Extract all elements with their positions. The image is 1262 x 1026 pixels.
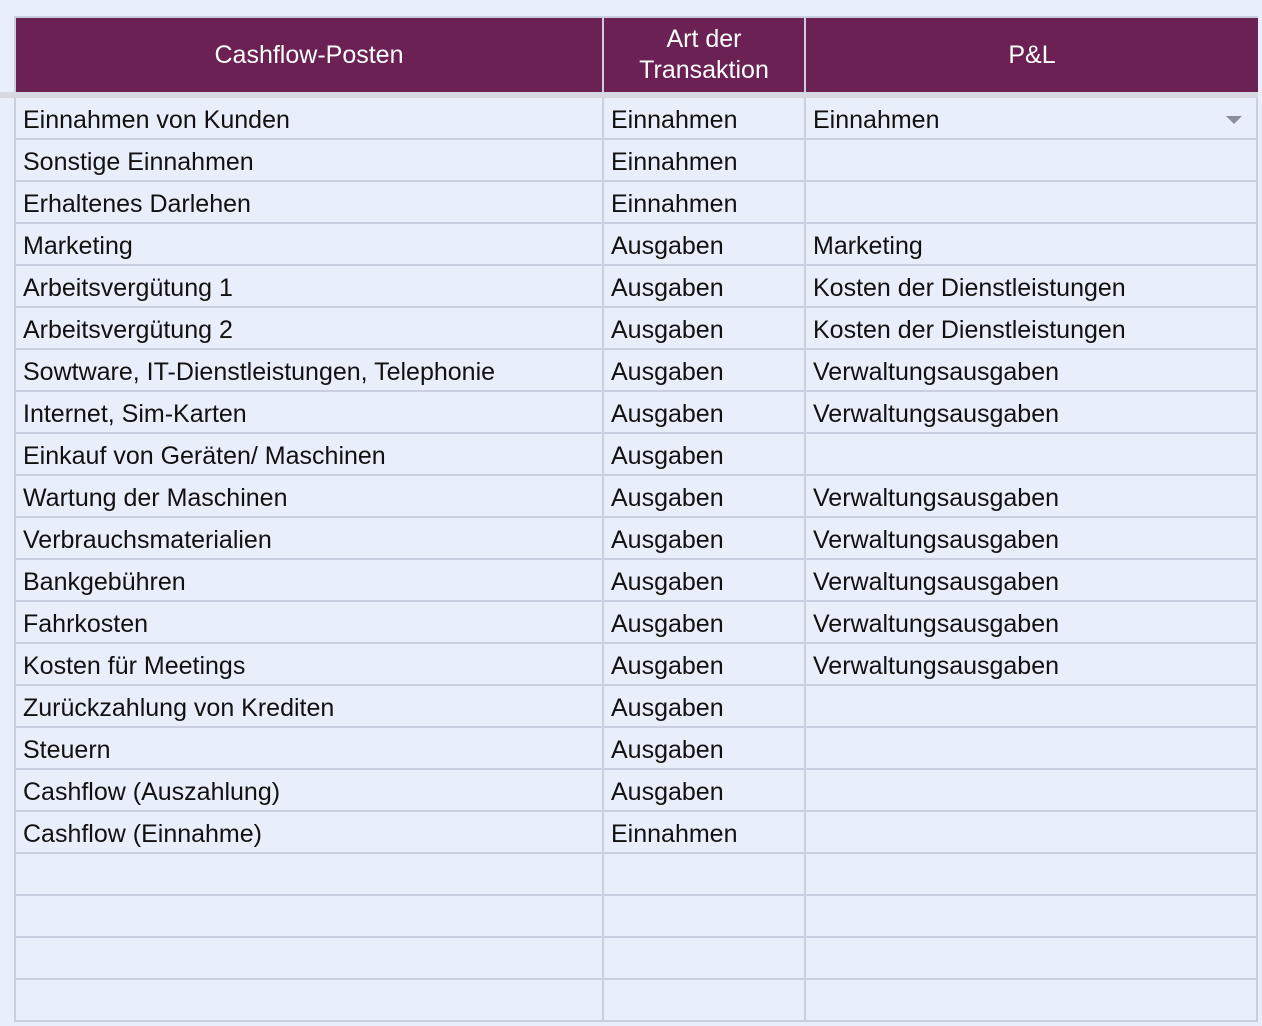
cell-cashflow-posten[interactable]: Sowtware, IT-Dienstleistungen, Telephonie	[14, 350, 604, 390]
table-row	[14, 140, 1260, 182]
cell-pl[interactable]	[806, 602, 1258, 642]
cell-art-der-transaktion[interactable]: Ausgaben	[604, 602, 806, 642]
cell-pl-value: Marketing	[813, 232, 923, 260]
cell-pl[interactable]	[806, 308, 1258, 348]
cell-pl[interactable]	[806, 476, 1258, 516]
cell-cashflow-posten[interactable]: Fahrkosten	[14, 602, 604, 642]
cell-cashflow-posten[interactable]: Einkauf von Geräten/ Maschinen	[14, 434, 604, 474]
column-header-pl[interactable]	[806, 18, 1260, 92]
column-header-label	[639, 24, 769, 86]
cell-art-der-transaktion[interactable]: Ausgaben	[604, 434, 806, 474]
column-header-label-line2: Transaktion	[639, 56, 769, 84]
table-row	[14, 938, 1260, 980]
table-row	[14, 350, 1260, 392]
cell-cashflow-posten[interactable]: Steuern	[14, 728, 604, 768]
cell-cashflow-posten[interactable]	[14, 980, 604, 1020]
cell-art-der-transaktion[interactable]: Ausgaben	[604, 518, 806, 558]
cell-pl[interactable]	[806, 980, 1258, 1020]
cell-art-der-transaktion[interactable]	[604, 938, 806, 978]
cell-art-der-transaktion[interactable]: Ausgaben	[604, 350, 806, 390]
table-row	[14, 896, 1260, 938]
cell-pl[interactable]	[806, 224, 1258, 264]
cell-cashflow-posten[interactable]: Arbeitsvergütung 2	[14, 308, 604, 348]
cell-art-der-transaktion[interactable]: Einnahmen	[604, 812, 806, 852]
table-row	[14, 980, 1260, 1022]
cell-art-der-transaktion[interactable]: Einnahmen	[604, 140, 806, 180]
cell-art-der-transaktion[interactable]: Einnahmen	[604, 182, 806, 222]
table-row	[14, 644, 1260, 686]
cell-cashflow-posten[interactable]	[14, 938, 604, 978]
table-row	[14, 686, 1260, 728]
cell-pl[interactable]	[806, 938, 1258, 978]
cell-cashflow-posten[interactable]: Cashflow (Einnahme)	[14, 812, 604, 852]
cell-art-der-transaktion[interactable]	[604, 896, 806, 936]
chevron-down-icon[interactable]	[1226, 116, 1242, 124]
cell-pl-value: Verwaltungsausgaben	[813, 358, 1060, 386]
cell-pl-value: Kosten der Dienstleistungen	[813, 274, 1126, 302]
cell-cashflow-posten[interactable]: Wartung der Maschinen	[14, 476, 604, 516]
cell-pl[interactable]	[806, 728, 1258, 768]
table-row	[14, 392, 1260, 434]
cell-art-der-transaktion[interactable]	[604, 854, 806, 894]
cell-cashflow-posten[interactable]: Kosten für Meetings	[14, 644, 604, 684]
cell-cashflow-posten[interactable]: Verbrauchsmaterialien	[14, 518, 604, 558]
cell-art-der-transaktion[interactable]: Ausgaben	[604, 728, 806, 768]
table-row	[14, 476, 1260, 518]
cell-cashflow-posten[interactable]: Sonstige Einnahmen	[14, 140, 604, 180]
column-header-cashflow-posten[interactable]	[16, 18, 604, 92]
cell-pl[interactable]	[806, 812, 1258, 852]
cell-cashflow-posten[interactable]: Internet, Sim-Karten	[14, 392, 604, 432]
column-header-label-line1: Art der	[666, 25, 742, 53]
column-header-art-der-transaktion[interactable]	[604, 18, 806, 92]
cell-pl[interactable]	[806, 854, 1258, 894]
table-body	[14, 98, 1260, 1022]
cell-pl[interactable]	[806, 434, 1258, 474]
cell-cashflow-posten[interactable]: Arbeitsvergütung 1	[14, 266, 604, 306]
column-header-label: Cashflow-Posten	[214, 40, 404, 69]
table-row	[14, 182, 1260, 224]
cell-pl[interactable]	[806, 644, 1258, 684]
cell-pl-value: Verwaltungsausgaben	[813, 610, 1060, 638]
cell-art-der-transaktion[interactable]: Ausgaben	[604, 686, 806, 726]
cell-pl-value: Verwaltungsausgaben	[813, 484, 1060, 512]
cell-pl[interactable]	[806, 140, 1258, 180]
cell-art-der-transaktion[interactable]: Ausgaben	[604, 266, 806, 306]
table-row	[14, 224, 1260, 266]
cell-cashflow-posten[interactable]: Zurückzahlung von Krediten	[14, 686, 604, 726]
cell-art-der-transaktion[interactable]	[604, 980, 806, 1020]
table-row	[14, 560, 1260, 602]
sheet-right-edge	[1258, 16, 1262, 1026]
cell-pl-value: Verwaltungsausgaben	[813, 652, 1060, 680]
cell-pl[interactable]	[806, 770, 1258, 810]
cell-pl[interactable]	[806, 560, 1258, 600]
cell-pl-value: Verwaltungsausgaben	[813, 400, 1060, 428]
cell-art-der-transaktion[interactable]: Ausgaben	[604, 224, 806, 264]
table-row	[14, 854, 1260, 896]
cell-cashflow-posten[interactable]: Erhaltenes Darlehen	[14, 182, 604, 222]
cell-pl[interactable]	[806, 98, 1258, 138]
cell-cashflow-posten[interactable]: Bankgebühren	[14, 560, 604, 600]
cell-pl[interactable]	[806, 896, 1258, 936]
table-row	[14, 770, 1260, 812]
cell-pl-value: Kosten der Dienstleistungen	[813, 316, 1126, 344]
cell-art-der-transaktion[interactable]: Ausgaben	[604, 476, 806, 516]
cell-cashflow-posten[interactable]: Cashflow (Auszahlung)	[14, 770, 604, 810]
cell-cashflow-posten[interactable]: Einnahmen von Kunden	[14, 98, 604, 138]
table-row	[14, 98, 1260, 140]
table-row	[14, 728, 1260, 770]
cell-pl[interactable]	[806, 686, 1258, 726]
column-header-label: P&L	[1008, 40, 1056, 69]
cell-pl[interactable]	[806, 518, 1258, 558]
cell-art-der-transaktion[interactable]: Einnahmen	[604, 98, 806, 138]
cell-pl-value: Verwaltungsausgaben	[813, 568, 1060, 596]
cell-art-der-transaktion[interactable]: Ausgaben	[604, 770, 806, 810]
cell-pl[interactable]	[806, 182, 1258, 222]
table-row	[14, 434, 1260, 476]
cell-cashflow-posten[interactable]	[14, 896, 604, 936]
cell-art-der-transaktion[interactable]: Ausgaben	[604, 308, 806, 348]
table-row	[14, 266, 1260, 308]
cell-art-der-transaktion[interactable]: Ausgaben	[604, 392, 806, 432]
table-header	[14, 16, 1260, 92]
table-row	[14, 518, 1260, 560]
cell-art-der-transaktion[interactable]: Ausgaben	[604, 644, 806, 684]
cell-pl[interactable]	[806, 350, 1258, 390]
cell-pl-value: Verwaltungsausgaben	[813, 526, 1060, 554]
cell-pl[interactable]	[806, 266, 1258, 306]
cell-art-der-transaktion[interactable]: Ausgaben	[604, 560, 806, 600]
table-row	[14, 308, 1260, 350]
table-row	[14, 602, 1260, 644]
cell-pl-value: Einnahmen	[813, 106, 940, 134]
cell-pl[interactable]	[806, 392, 1258, 432]
table-row	[14, 812, 1260, 854]
cell-cashflow-posten[interactable]: Marketing	[14, 224, 604, 264]
cell-cashflow-posten[interactable]	[14, 854, 604, 894]
